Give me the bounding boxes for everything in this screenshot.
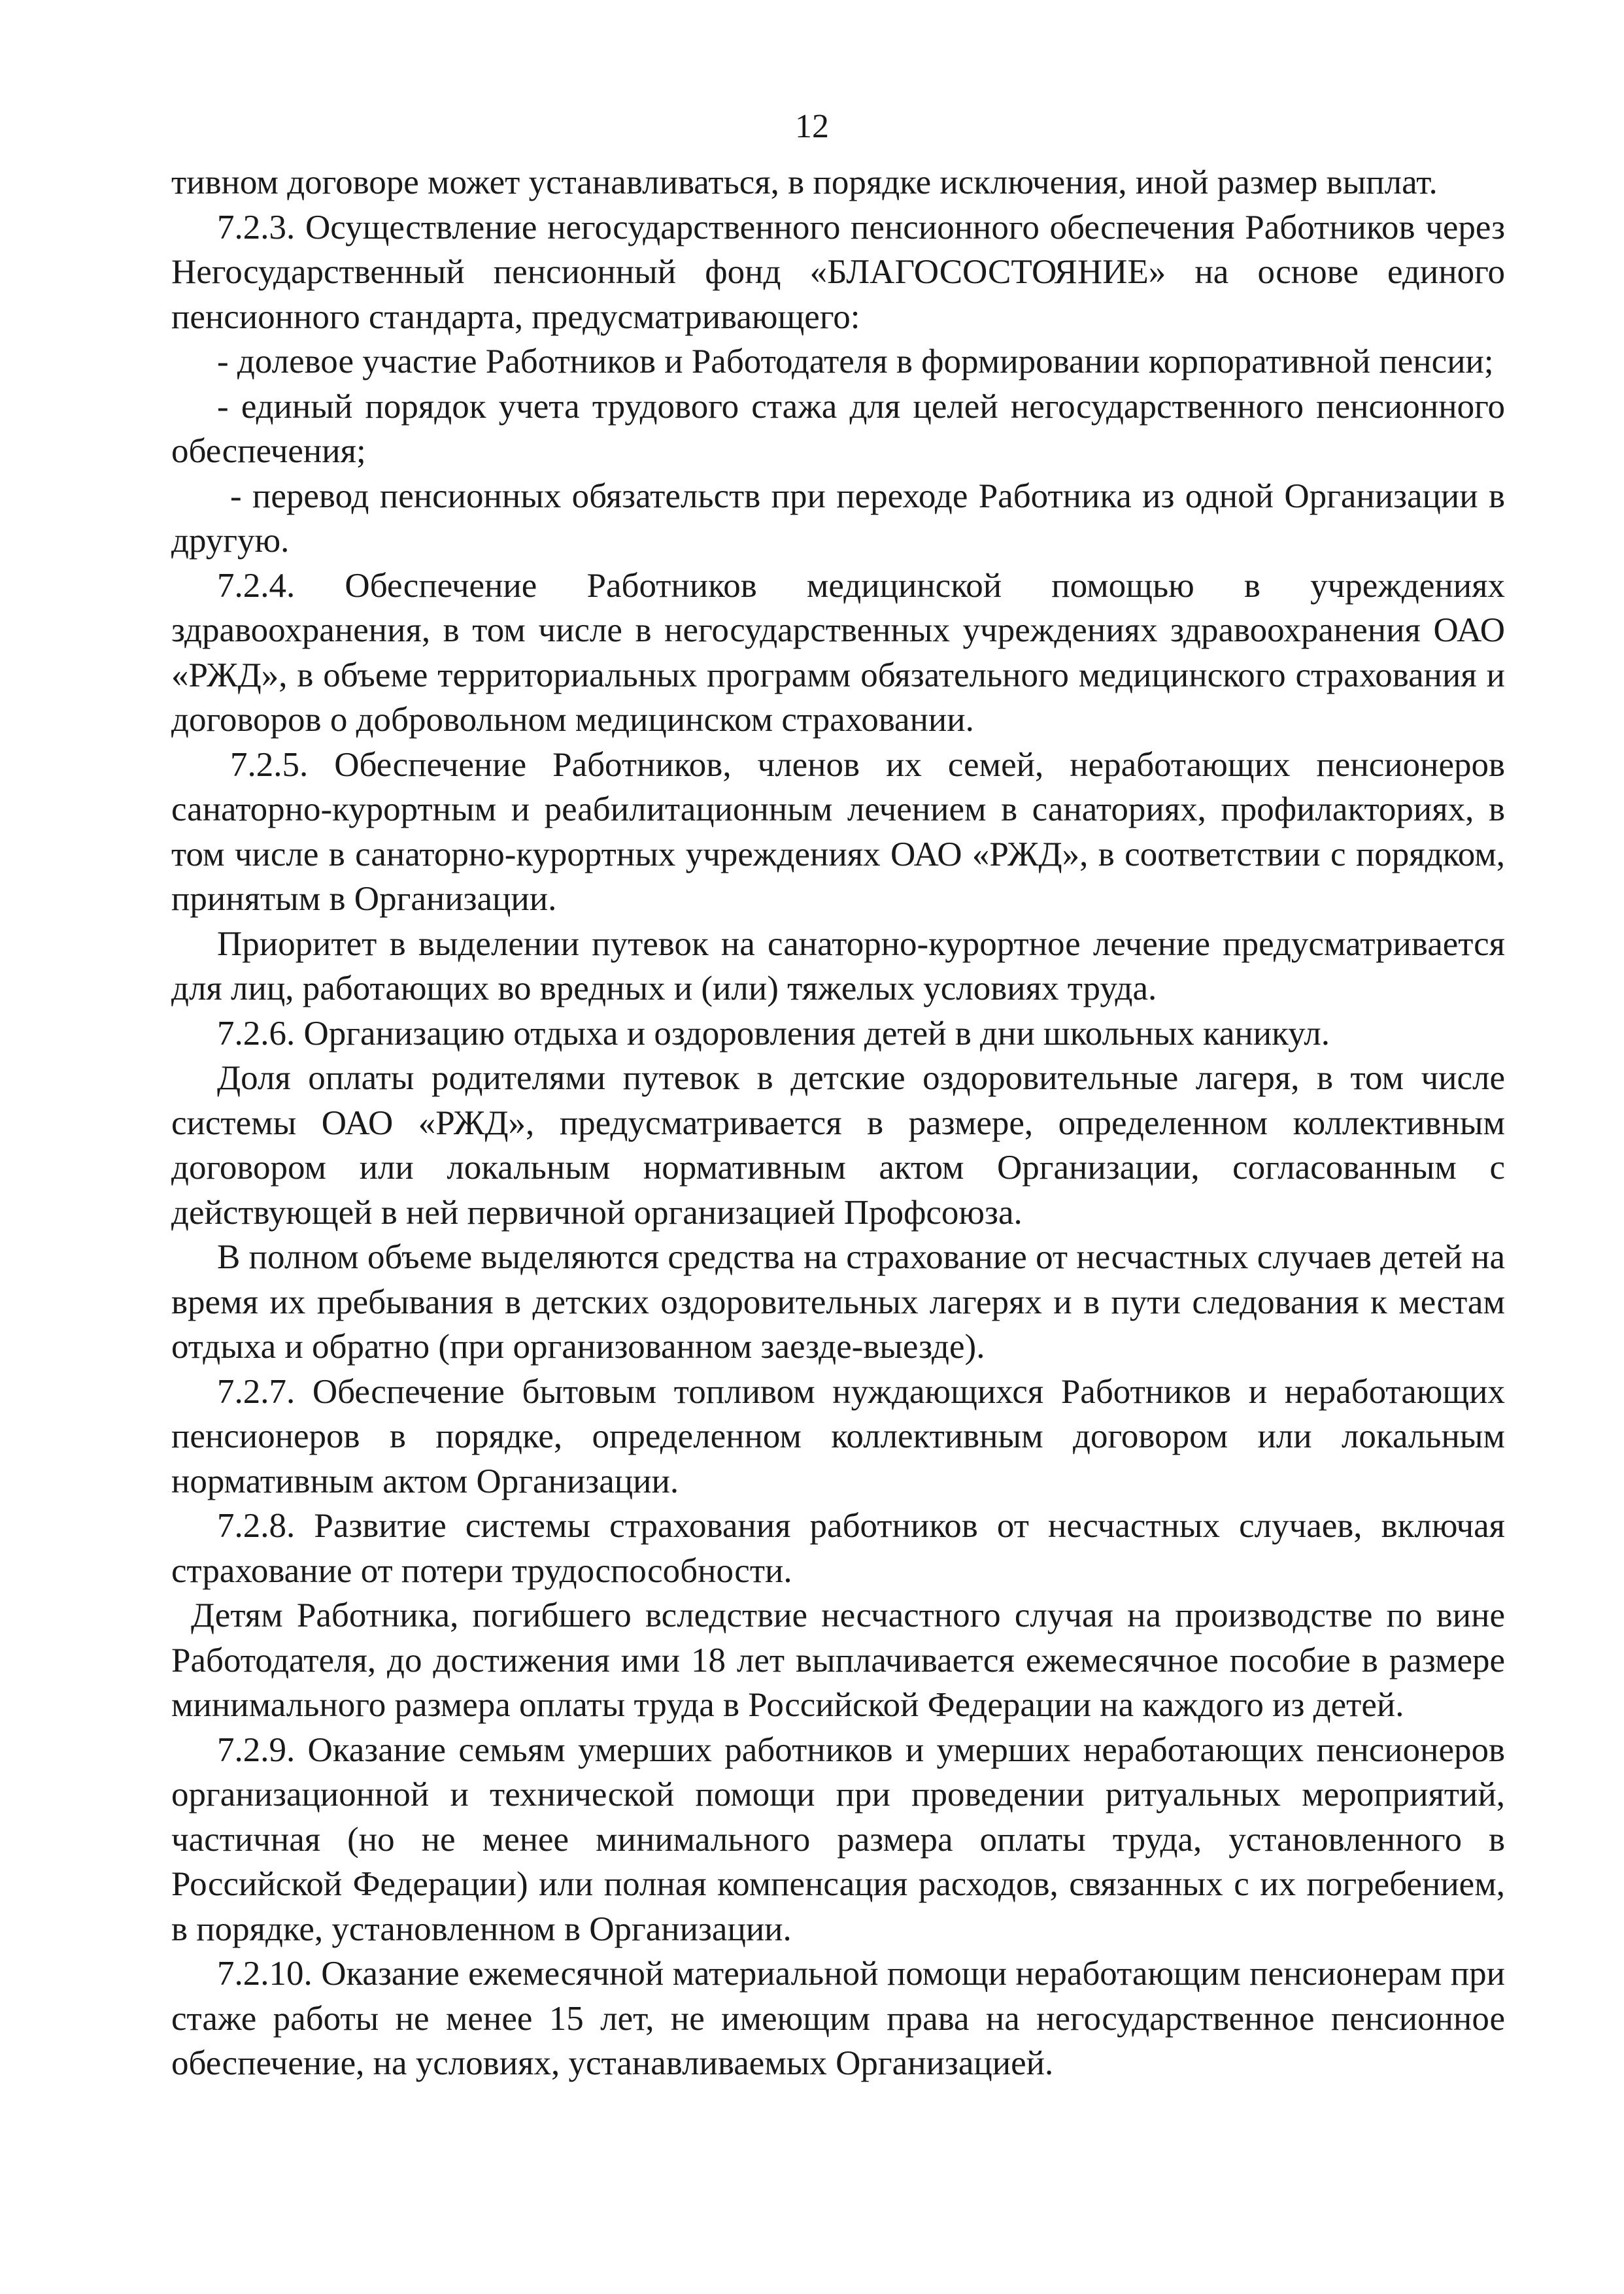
document-body	[171, 160, 1505, 2086]
paragraph-7-2-10: 7.2.10. Оказание ежемесячной материальной помощи неработающим пенсионерам при стаже работы не менее 15 лет, не имеющим права на негосударственное пенсионное обеспечение, на условиях, устанавливаемых Организацией.	[171, 1955, 1505, 2082]
paragraph-parents-share: Доля оплаты родителями путевок в детские оздоровительные лагеря, в том числе системы ОАО «РЖД», предусматривается в размере, определенном коллективным договором или локальным нормативным актом Организации, согласованным с действующей в ней первичной организацией Профсоюза.	[171, 1059, 1505, 1232]
paragraph-7-2-6: 7.2.6. Организацию отдыха и оздоровления детей в дни школьных каникул.	[217, 1014, 1330, 1053]
paragraph-7-2-4: 7.2.4. Обеспечение Работников медицинской помощью в учреждениях здравоохранения, в том числе в негосударственных учреждениях здравоохранения ОАО «РЖД», в объеме территориальных программ обязательного медицинского страхования и договоров о добровольном медицинском страховании.	[171, 566, 1505, 739]
paragraph-priority-vouchers: Приоритет в выделении путевок на санаторно-курортное лечение предусматривается для лиц, работающих во вредных и (или) тяжелых условиях труда.	[171, 924, 1505, 1007]
paragraph-7-2-3: 7.2.3. Осуществление негосударственного пенсионного обеспечения Работников через Негосударственный пенсионный фонд «БЛАГОСОСТОЯНИЕ» на основе единого пенсионного стандарта, предусматривающего:	[171, 208, 1505, 336]
paragraph-continuation: тивном договоре может устанавливаться, в порядке исключения, иной размер выплат.	[171, 163, 1438, 201]
paragraph-children-benefit: Детям Работника, погибшего вследствие несчастного случая на производстве по вине Работодателя, до достижения ими 18 лет выплачивается ежемесячное пособие в размере минимального размера оплаты труда в Российской Федерации на каждого из детей.	[171, 1596, 1505, 1724]
list-item-pension-transfer: - перевод пенсионных обязательств при переходе Работника из одной Организации в другую.	[171, 477, 1505, 560]
list-item-shared-participation: - долевое участие Работников и Работодателя в формировании корпоративной пенсии;	[217, 343, 1494, 380]
paragraph-7-2-9: 7.2.9. Оказание семьям умерших работников и умерших неработающих пенсионеров организационной и технической помощи при проведении ритуальных мероприятий, частичная (но не менее минимального размера оплаты труда, установленного в Российской Федерации) или полная компенсация расходов, связанных с их погребением, в порядке, установленном в Организации.	[171, 1730, 1505, 1948]
paragraph-children-insurance: В полном объеме выделяются средства на страхование от несчастных случаев детей на время их пребывания в детских оздоровительных лагерях и в пути следования к местам отдыха и обратно (при организованном заезде-выезде).	[171, 1238, 1505, 1366]
page-number: 12	[795, 108, 829, 145]
list-item-seniority-accounting: - единый порядок учета трудового стажа для целей негосударственного пенсионного обеспечения;	[171, 387, 1505, 470]
paragraph-7-2-7: 7.2.7. Обеспечение бытовым топливом нуждающихся Работников и неработающих пенсионеров в порядке, определенном коллективным договором или локальным нормативным актом Организации.	[171, 1372, 1505, 1500]
paragraph-7-2-8: 7.2.8. Развитие системы страхования работников от несчастных случаев, включая страхование от потери трудоспособности.	[171, 1507, 1505, 1590]
paragraph-7-2-5: 7.2.5. Обеспечение Работников, членов их семей, неработающих пенсионеров санаторно-курортным и реабилитационным лечением в санаториях, профилакториях, в том числе в санаторно-курортных учреждениях ОАО «РЖД», в соответствии с порядком, принятым в Организации.	[171, 745, 1505, 918]
